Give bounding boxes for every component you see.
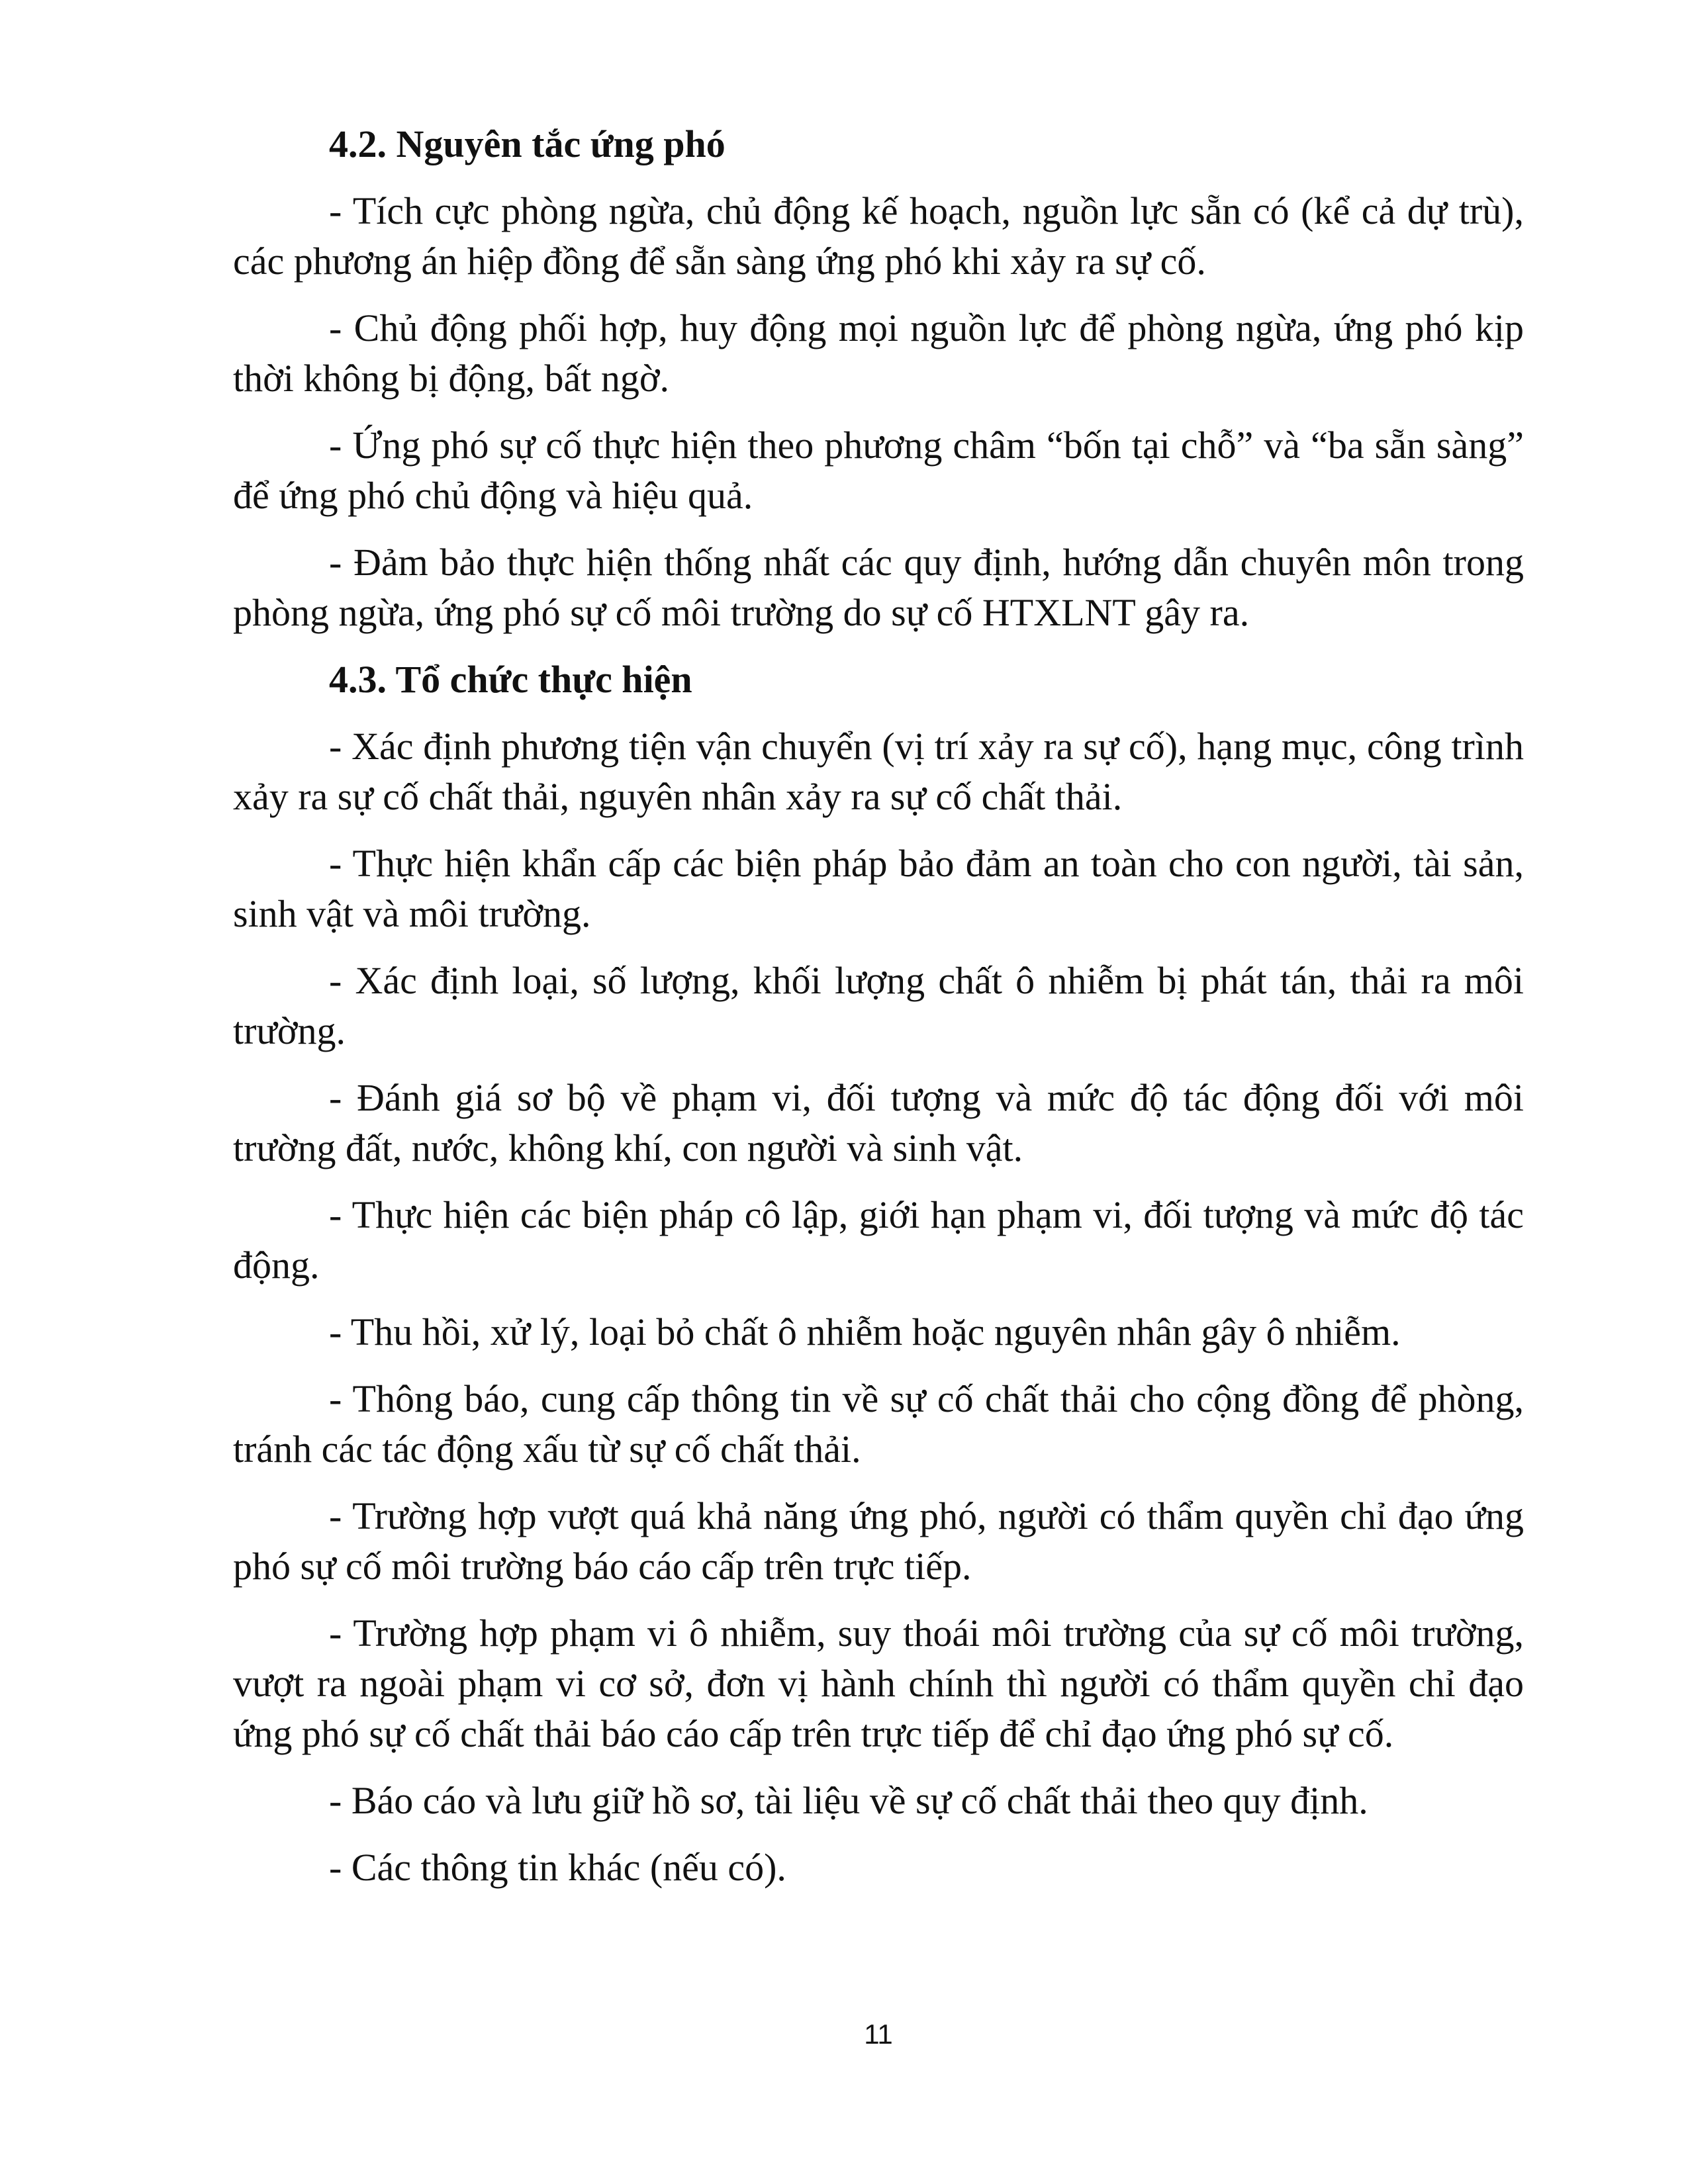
- paragraph: - Các thông tin khác (nếu có).: [329, 1846, 786, 1889]
- paragraph: - Đảm bảo thực hiện thống nhất các quy định, hướng dẫn chuyên môn trong phòng ngừa, ứng phó sự cố môi trường do sự cố HTXLNT gây ra.: [233, 541, 1524, 634]
- paragraph: - Ứng phó sự cố thực hiện theo phương châm “bốn tại chỗ” và “ba sẵn sàng” để ứng phó chủ động và hiệu quả.: [233, 424, 1524, 517]
- paragraph: - Tích cực phòng ngừa, chủ động kế hoạch, nguồn lực sẵn có (kể cả dự trù), các phương án hiệp đồng để sẵn sàng ứng phó khi xảy ra sự cố.: [233, 189, 1524, 283]
- paragraph: - Thông báo, cung cấp thông tin về sự cố chất thải cho cộng đồng để phòng, tránh các tác động xấu từ sự cố chất thải.: [233, 1377, 1524, 1471]
- paragraph: - Báo cáo và lưu giữ hồ sơ, tài liệu về sự cố chất thải theo quy định.: [329, 1779, 1368, 1822]
- section-heading-4-3: 4.3. Tổ chức thực hiện: [329, 658, 692, 701]
- paragraph: - Thực hiện các biện pháp cô lập, giới hạn phạm vi, đối tượng và mức độ tác động.: [233, 1193, 1524, 1287]
- paragraph: - Đánh giá sơ bộ về phạm vi, đối tượng và mức độ tác động đối với môi trường đất, nước, không khí, con người và sinh vật.: [233, 1076, 1524, 1169]
- paragraph: - Thu hồi, xử lý, loại bỏ chất ô nhiễm hoặc nguyên nhân gây ô nhiễm.: [329, 1310, 1401, 1353]
- page-number: 11: [864, 2019, 893, 2050]
- paragraph: - Trường hợp vượt quá khả năng ứng phó, người có thẩm quyền chỉ đạo ứng phó sự cố môi trường báo cáo cấp trên trực tiếp.: [233, 1494, 1524, 1588]
- paragraph: - Xác định loại, số lượng, khối lượng chất ô nhiễm bị phát tán, thải ra môi trường.: [233, 959, 1524, 1052]
- section-heading-4-2: 4.2. Nguyên tắc ứng phó: [329, 122, 726, 165]
- paragraph: - Chủ động phối hợp, huy động mọi nguồn lực để phòng ngừa, ứng phó kịp thời không bị động, bất ngờ.: [233, 306, 1524, 400]
- paragraph: - Trường hợp phạm vi ô nhiễm, suy thoái môi trường của sự cố môi trường, vượt ra ngoài phạm vi cơ sở, đơn vị hành chính thì người có thẩm quyền chỉ đạo ứng phó sự cố chất thải báo cáo cấp trên trực tiếp để chỉ đạo ứng phó sự cố.: [233, 1612, 1524, 1755]
- paragraph: - Xác định phương tiện vận chuyển (vị trí xảy ra sự cố), hạng mục, công trình xảy ra sự cố chất thải, nguyên nhân xảy ra sự cố chất thải.: [233, 725, 1524, 818]
- paragraph: - Thực hiện khẩn cấp các biện pháp bảo đảm an toàn cho con người, tài sản, sinh vật và môi trường.: [233, 842, 1524, 935]
- page-content: [233, 119, 1524, 1909]
